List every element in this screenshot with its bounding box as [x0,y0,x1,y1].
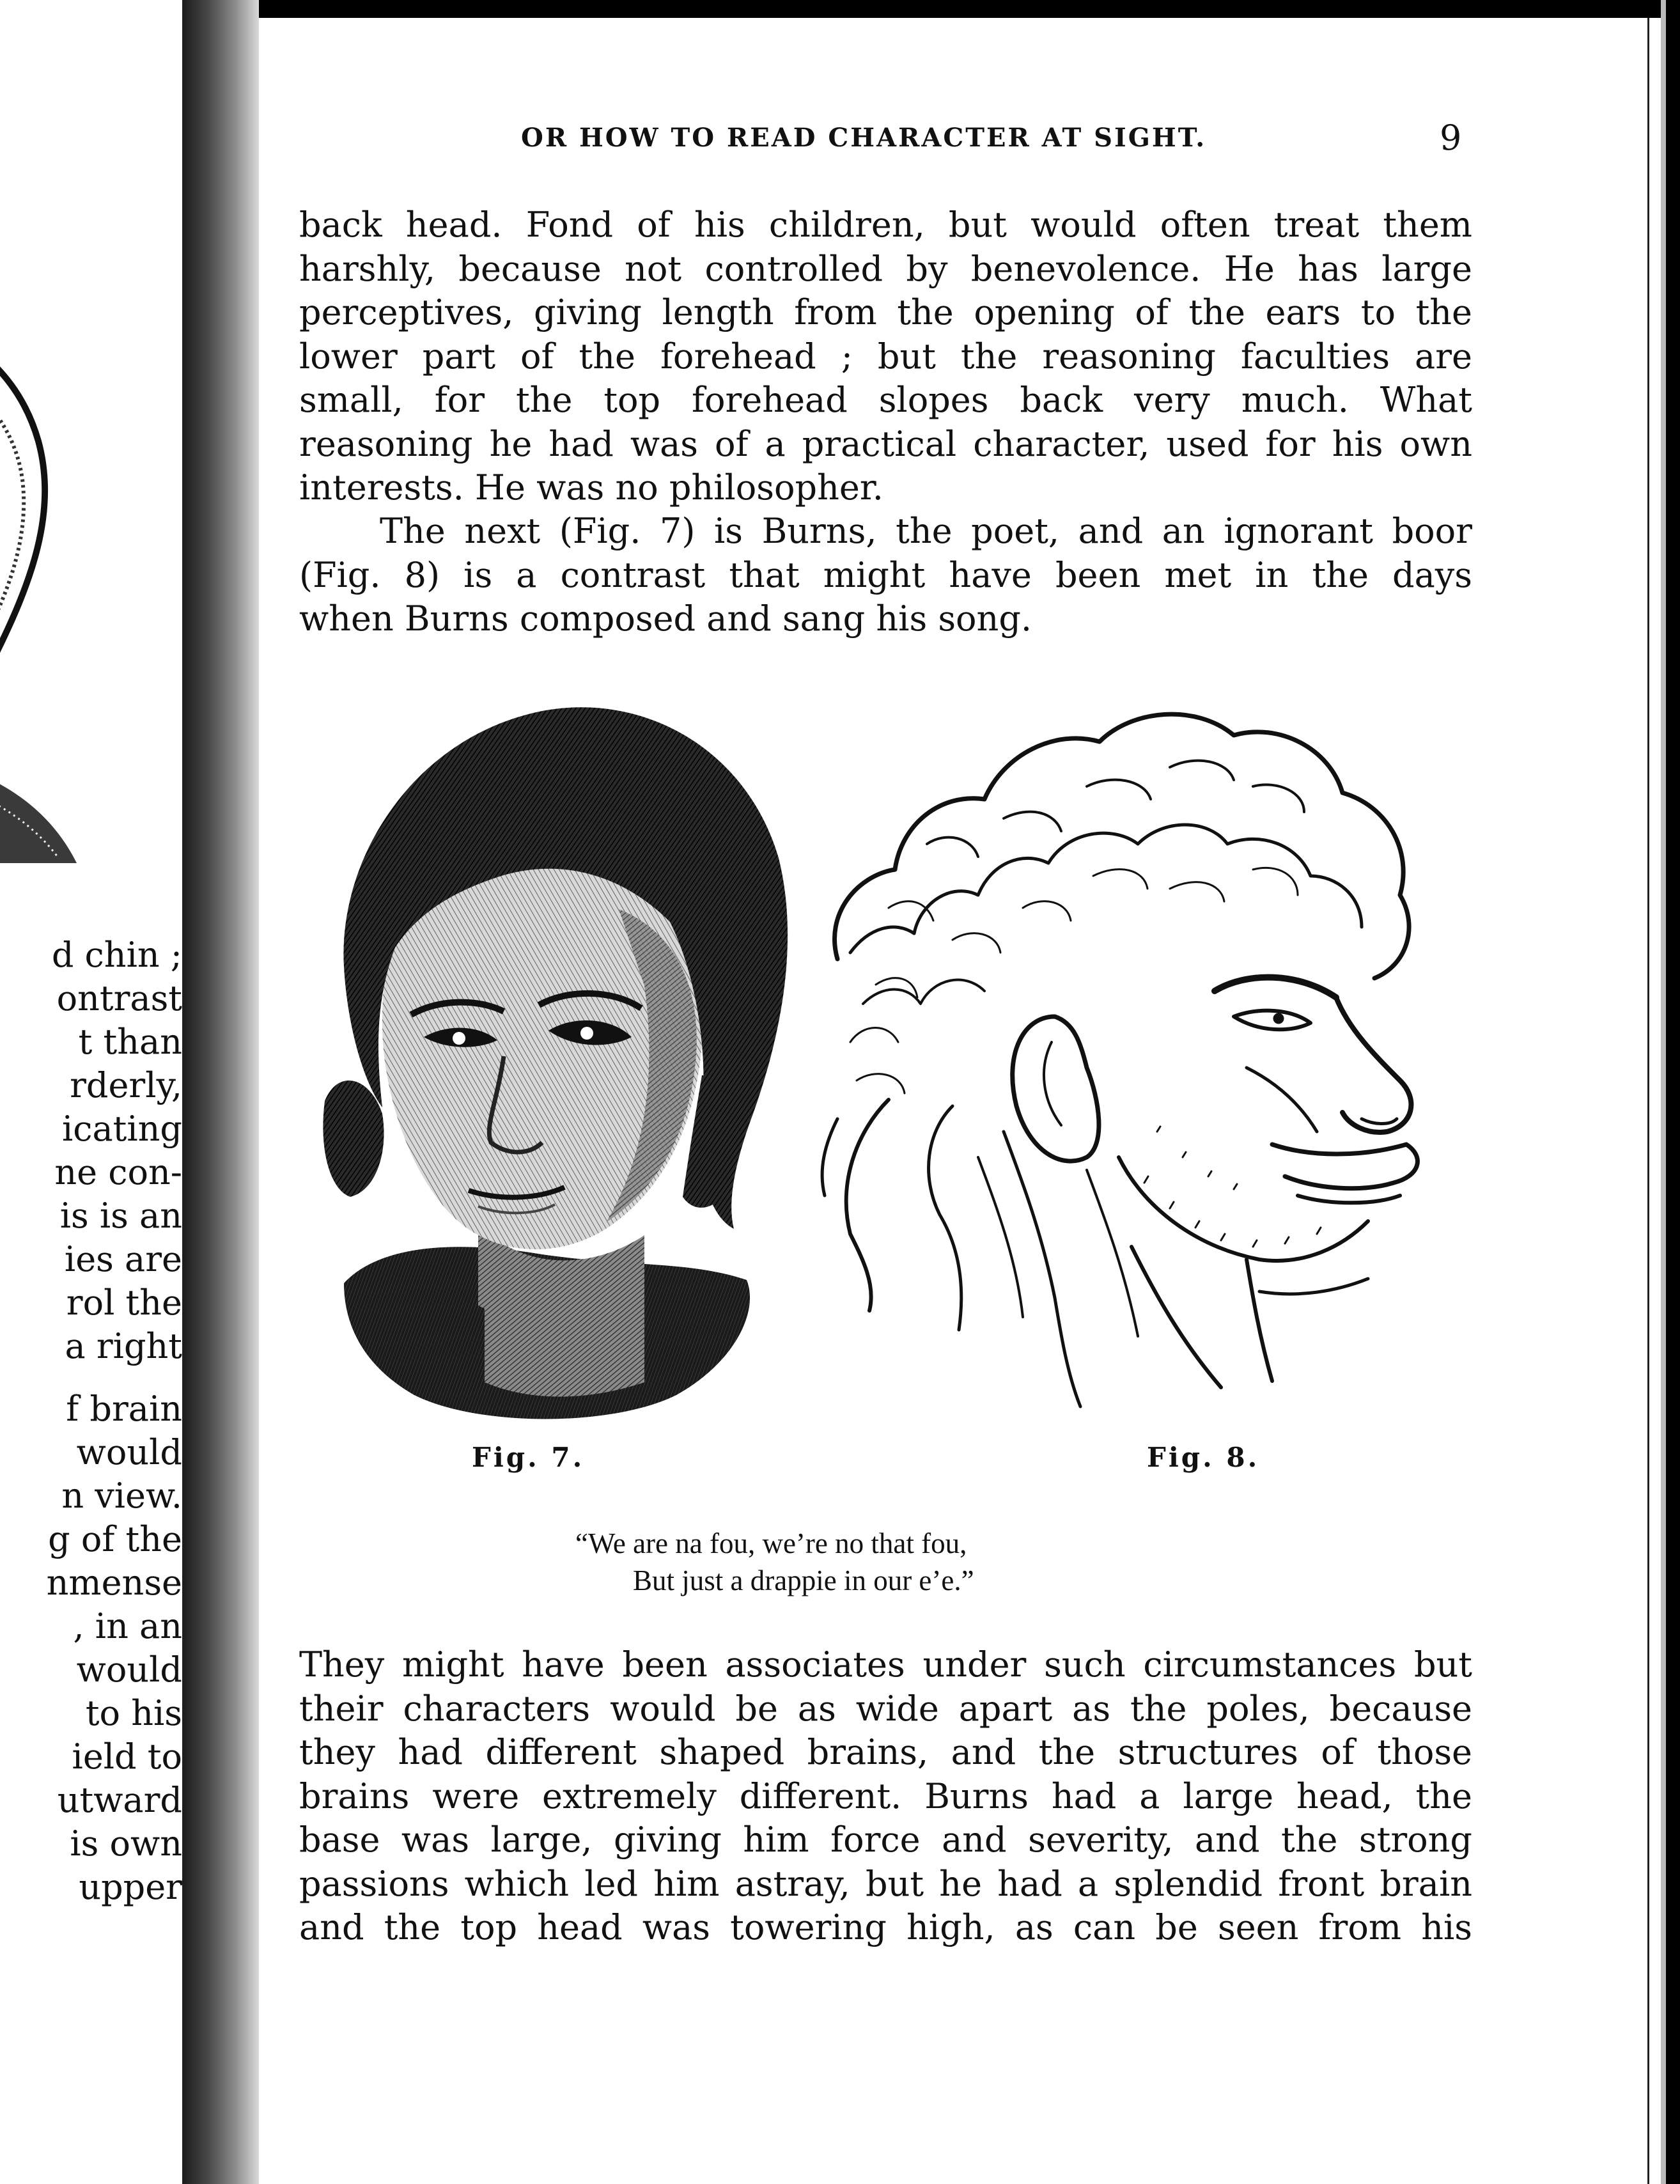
left-page-text [0,933,182,1909]
paragraph-2 [299,510,1472,641]
paragraph-1 [299,203,1472,510]
left-paragraph-gap [0,1368,182,1387]
scan-right-border [1666,0,1680,2184]
quote-line-1: “We are na fou, we’re no that fou, [575,1527,967,1559]
left-line: utward [57,1780,182,1820]
text-line: back head. Fond of his children, but would often treat them [299,205,1472,245]
left-line: d chin ; [51,935,182,975]
text-line: brains were extremely different. Burns had a large head, the [299,1775,1472,1816]
text-line: when Burns composed and sang his song. [299,598,1032,639]
left-line: t than [78,1022,182,1062]
running-head: OR HOW TO READ CHARACTER AT SIGHT. [521,123,1207,153]
left-line: ield to [72,1736,182,1777]
paragraph-3 [299,1643,1472,1950]
page-edge-line [1647,18,1649,2184]
page-number: 9 [1440,118,1462,158]
left-line: would [76,1432,182,1472]
left-line: rol the [66,1283,182,1323]
left-line: ies are [64,1239,182,1279]
left-line: is is an [59,1196,182,1236]
text-line: base was large, giving him force and severity, and the strong [299,1820,1472,1860]
text-line: small, for the top forehead slopes back very much. What [299,380,1472,420]
text-line: their characters would be as wide apart as the poles, because [299,1688,1472,1729]
left-line: rderly, [70,1065,182,1105]
text-line: The next (Fig. 7) is Burns, the poet, and an ignorant boor [380,511,1472,551]
figure-8-caption: Fig. 8. [1147,1442,1260,1473]
left-page-figure [0,300,96,863]
left-line: to his [85,1693,182,1733]
left-line: a right [65,1326,182,1366]
left-line: would [76,1650,182,1690]
left-line: is own [70,1823,182,1864]
text-line: reasoning he had was of a practical character, used for his own [299,423,1472,464]
left-line: g of the [48,1519,182,1559]
burns-quotation [511,1525,1151,1599]
quote-line-2: But just a drappie in our e’e.” [633,1564,974,1596]
text-line: They might have been associates under such circumstances but [299,1644,1472,1685]
text-line: and the top head was towering high, as can be seen from his [299,1907,1472,1947]
text-line: interests. He was no philosopher. [299,467,883,508]
figure-7-caption: Fig. 7. [472,1442,585,1473]
scan-right-edge [1661,0,1666,2184]
text-line: perceptives, giving length from the opening of the ears to the [299,292,1472,332]
left-line: icating [61,1109,182,1149]
text-line: (Fig. 8) is a contrast that might have been met in the days [299,554,1472,595]
left-line: f brain [66,1389,182,1429]
figure-8-caricature [812,684,1451,1439]
text-line: passions which led him astray, but he had a splendid front brain [299,1863,1472,1904]
left-line: ne con- [54,1152,182,1192]
left-line: upper [79,1867,182,1907]
left-line: n view. [61,1476,182,1516]
left-line: , in an [73,1606,182,1646]
book-gutter-shadow [182,0,259,2184]
text-line: lower part of the forehead ; but the reasoning faculties are [299,336,1472,377]
figure-7-portrait [286,666,811,1433]
left-page [0,0,182,2184]
left-line: ontrast [56,978,182,1018]
text-line: they had different shaped brains, and the structures of those [299,1732,1472,1772]
text-line: harshly, because not controlled by benevolence. He has large [299,248,1472,289]
left-line: nmense [46,1563,182,1603]
